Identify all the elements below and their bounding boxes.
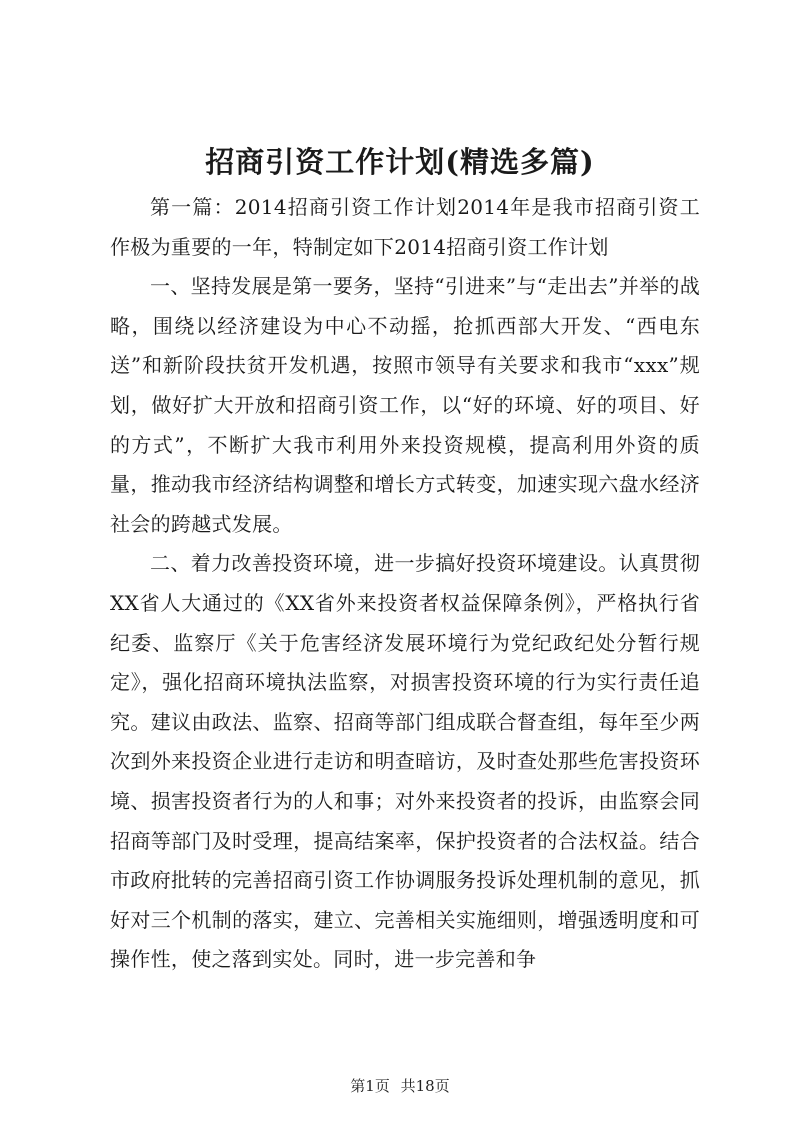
page-total: 共18页 bbox=[400, 1077, 450, 1095]
paragraph-intro: 第一篇：2014招商引资工作计划2014年是我市招商引资工作极为重要的一年，特制定如下2014招商引资工作计划 bbox=[110, 195, 700, 259]
paragraph-section-one: 一、坚持发展是第一要务，坚持“引进来”与“走出去”并举的战略，围绕以经济建设为中心不动摇，抢抓西部大开发、“西电东送”和新阶段扶贫开发机遇，按照市领导有关要求和我市“xxx”规划，做好扩大开放和招商引资工作，以“好的环境、好的项目、好的方式”，不断扩大我市利用外来投资规模，提高利用外资的质量，推动我市经济结构调整和增长方式转变，加速实现六盘水经济社会的跨越式发展。 bbox=[110, 274, 700, 536]
paragraph-section-two: 二、着力改善投资环境，进一步搞好投资环境建设。认真贯彻XX省人大通过的《XX省外来投资者权益保障条例》，严格执行省纪委、监察厅《关于危害经济发展环境行为党纪政纪处分暂行规定》，强化招商环境执法监察，对损害投资环境的行为实行责任追究。建议由政法、监察、招商等部门组成联合督查组，每年至少两次到外来投资企业进行走访和明查暗访，及时查处那些危害投资环境、损害投资者行为的人和事；对外来投资者的投诉，由监察会同招商等部门及时受理，提高结案率，保护投资者的合法权益。结合市政府批转的完善招商引资工作协调服务投诉处理机制的意见，抓好对三个机制的落实，建立、完善相关实施细则，增强透明度和可操作性，使之落到实处。同时，进一步完善和争 bbox=[110, 551, 700, 972]
page-footer bbox=[0, 1075, 800, 1096]
document-title: 招商引资工作计划(精选多篇) bbox=[205, 145, 595, 179]
page-number: 第1页 bbox=[350, 1077, 390, 1095]
document-body bbox=[110, 188, 700, 980]
